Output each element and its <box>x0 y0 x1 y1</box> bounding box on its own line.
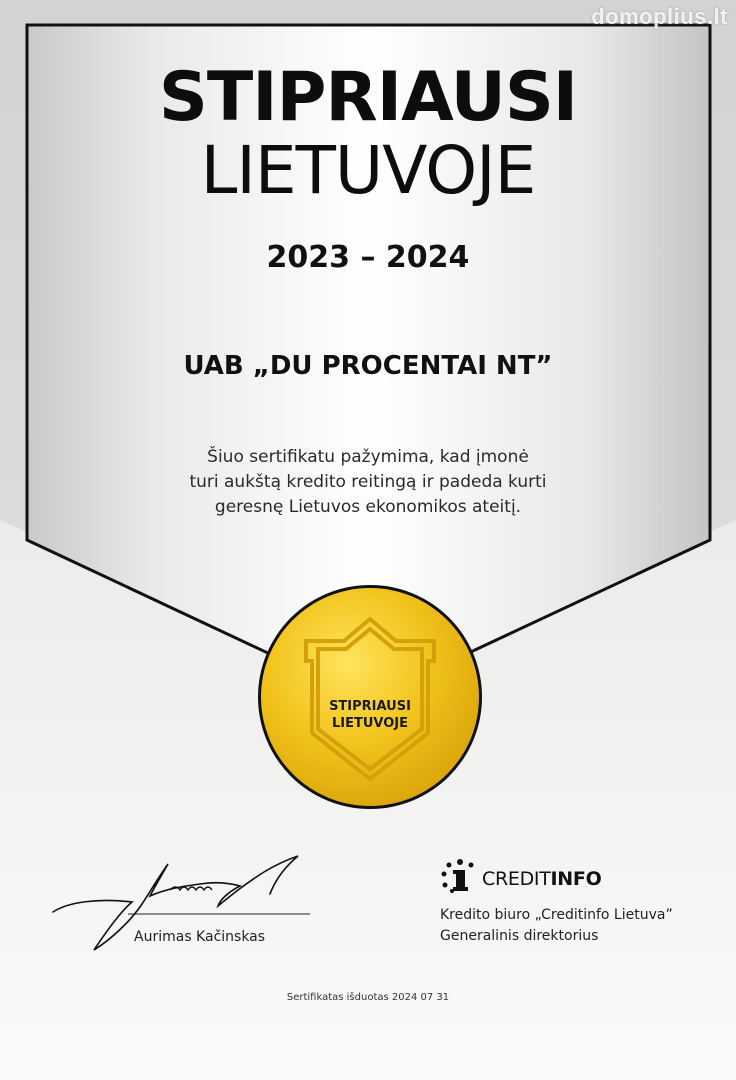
creditinfo-logo-icon <box>440 858 480 894</box>
creditinfo-brand-light: CREDIT <box>482 868 551 890</box>
watermark: domoplius.lt <box>591 4 728 29</box>
creditinfo-brand-bold: INFO <box>550 868 602 890</box>
medal-label-line1: STIPRIAUSI <box>329 699 411 714</box>
medal-label <box>256 698 484 732</box>
certificate-title-line2: LIETUVOJE <box>200 132 536 209</box>
description-line: geresnę Lietuvos ekonomikos ateitį. <box>214 497 522 517</box>
certificate-years: 2023 – 2024 <box>266 240 470 275</box>
gold-medal <box>256 583 484 811</box>
certificate-title-line1: STIPRIAUSI <box>158 58 578 137</box>
creditinfo-role-line: Generalinis direktorius <box>440 928 599 944</box>
creditinfo-company-line: Kredito biuro „Creditinfo Lietuva” <box>440 907 673 923</box>
issue-date: Sertifikatas išduotas 2024 07 31 <box>286 992 450 1003</box>
signer-name: Aurimas Kačinskas <box>134 929 266 945</box>
certificate-description <box>160 445 576 520</box>
creditinfo-brand <box>482 868 601 890</box>
description-line: Šiuo sertifikatu pažymima, kad įmonė <box>207 447 529 467</box>
company-name: UAB „DU PROCENTAI NT” <box>183 351 553 381</box>
description-line: turi aukštą kredito reitingą ir padeda kurti <box>189 472 547 492</box>
medal-label-line2: LIETUVOJE <box>331 716 409 731</box>
